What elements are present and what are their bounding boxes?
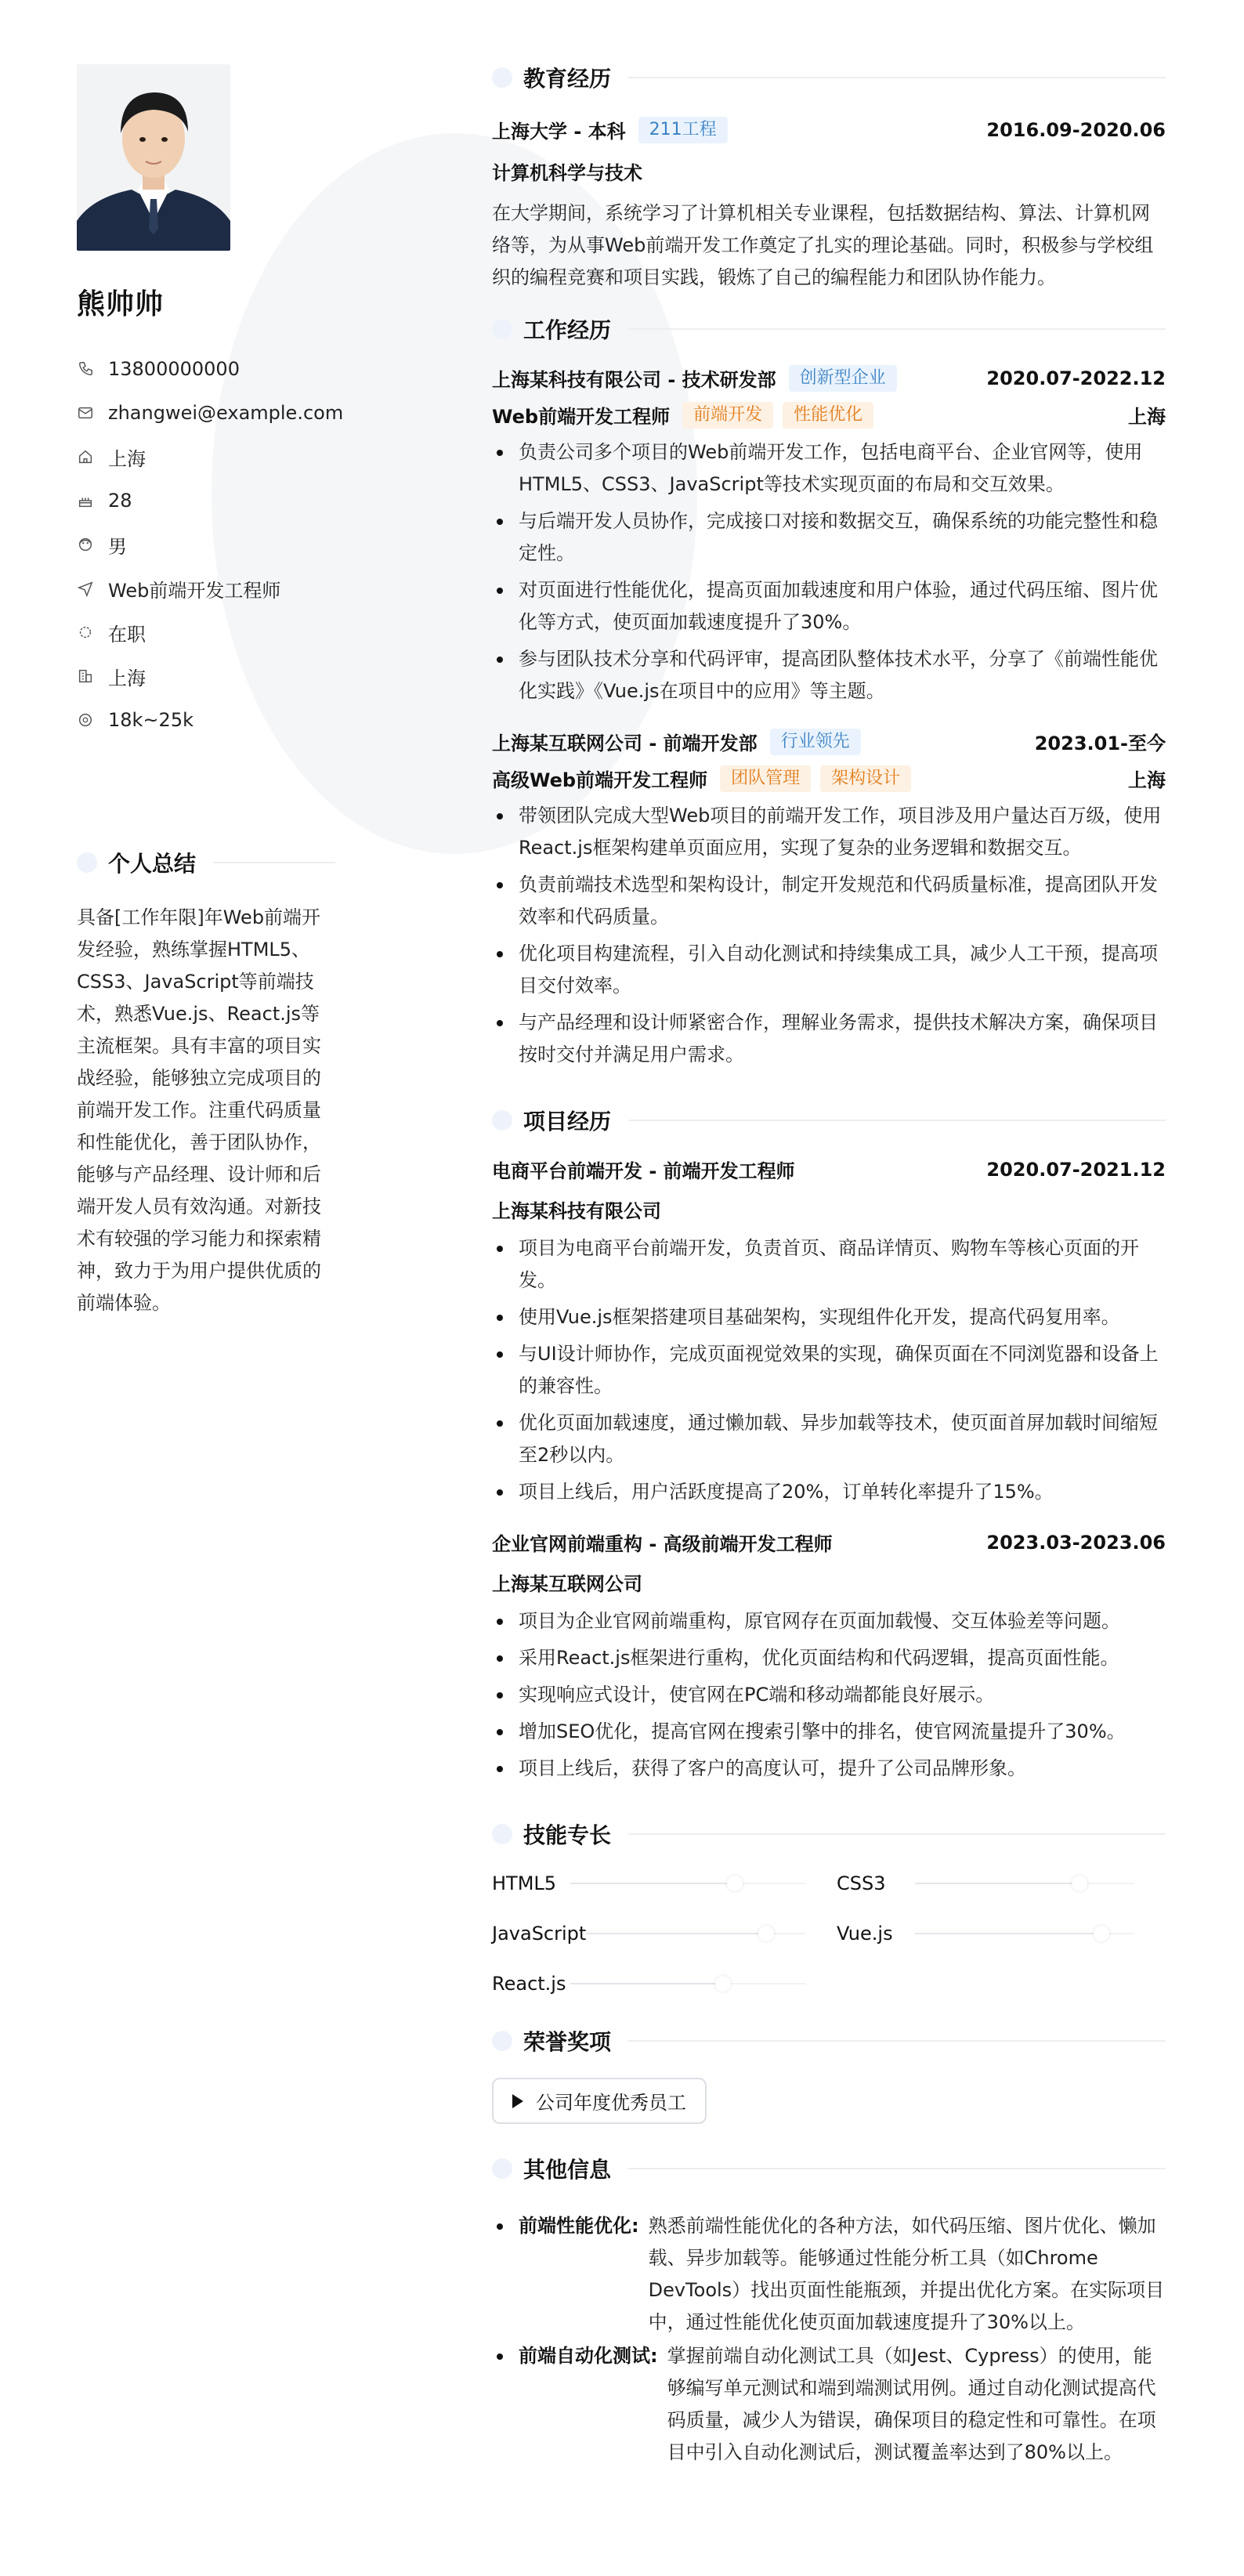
summary-text: 具备[工作年限]年Web前端开发经验，熟练掌握HTML5、CSS3、JavaScript等前端技术，熟悉Vue.js、React.js等主流框架。具有丰富的项目实战经验，能够独立完成项目的前端开发工作。注重代码质量和性能优化，善于团队协作，能够与产品经理、设计师和后端开发人员有效沟通。对新技术有较强的学习能力和探索精神，致力于为用户提供优质的前端体验。: [77, 906, 321, 1314]
project-date: 2023.03-2023.06: [986, 1531, 1166, 1554]
list-item: [492, 2340, 1166, 2469]
section-dot-icon: [492, 1110, 512, 1131]
list-item: 项目为企业官网前端重构，原官网存在页面加载慢、交互体验差等问题。: [492, 1605, 1166, 1637]
skill-bar: [570, 1883, 805, 1884]
skill-item: [492, 1866, 837, 1901]
divider: [213, 862, 335, 863]
job-bullets: [492, 800, 1166, 1071]
divider: [628, 1833, 1166, 1835]
school-tag: 211工程: [638, 117, 728, 143]
divider: [628, 2168, 1166, 2169]
profile-sidebar: [77, 64, 344, 1319]
list-item: 项目为电商平台前端开发，负责首页、商品详情页、购物车等核心页面的开发。: [492, 1232, 1166, 1297]
skill-bar: [570, 1983, 805, 1984]
list-item: 负责公司多个项目的Web前端开发工作，包括电商平台、企业官网等，使用HTML5、CSS3、JavaScript等技术实现页面的布局和交互效果。: [492, 436, 1166, 501]
skill-name: CSS3: [837, 1872, 886, 1894]
job-role: 高级Web前端开发工程师: [492, 769, 708, 791]
info-gender: [77, 523, 335, 566]
info-city: [77, 654, 335, 698]
info-text: zhangwei@example.com: [108, 402, 344, 424]
job-header: [492, 728, 1166, 755]
list-item: 实现响应式设计，使官网在PC端和移动端都能良好展示。: [492, 1679, 1166, 1711]
section-dot-icon: [492, 2031, 512, 2051]
list-item: 与产品经理和设计师紧密合作，理解业务需求，提供技术解决方案，确保项目按时交付并满足用户需求。: [492, 1007, 1166, 1071]
job-entry: [492, 364, 1166, 707]
divider: [628, 2040, 1166, 2042]
salary-icon: [77, 711, 94, 729]
other-text: 熟悉前端性能优化的各种方法，如代码压缩、图片优化、懒加载、异步加载等。能够通过性能分析工具（如Chrome DevTools）找出页面性能瓶颈，并提出优化方案。在实际项目中，通过性能优化使页面加载速度提升了30%以上。: [648, 2215, 1165, 2333]
info-email: [77, 391, 344, 435]
section-header-awards: [492, 2023, 1166, 2059]
other-key: 前端自动化测试:: [519, 2345, 658, 2367]
avatar: [77, 64, 230, 251]
list-item: 优化项目构建流程，引入自动化测试和持续集成工具，减少人工干预，提高项目交付效率。: [492, 938, 1166, 1002]
main-content: [492, 60, 1166, 2469]
skill-bar: [915, 1883, 1134, 1884]
skill-name: JavaScript: [492, 1923, 587, 1945]
list-item: 与后端开发人员协作，完成接口对接和数据交互，确保系统的功能完整性和稳定性。: [492, 505, 1166, 570]
building-icon: [77, 668, 94, 685]
section-title: 工作经历: [523, 317, 612, 343]
education-row: [492, 116, 1166, 143]
section-dot-icon: [492, 67, 512, 88]
info-text: 上海: [108, 447, 146, 470]
school-name: 上海大学 - 本科: [492, 121, 626, 143]
info-salary: [77, 698, 335, 742]
list-item: 带领团队完成大型Web项目的前端开发工作，项目涉及用户量达百万级，使用React.js框架构建单页面应用，实现了复杂的业务逻辑和数据交互。: [492, 800, 1166, 864]
other-text: 掌握前端自动化测试工具（如Jest、Cypress）的使用，能够编写单元测试和端到端测试用例。通过自动化测试提高代码质量，减少人为错误，确保项目的稳定性和可靠性。在项目中引入自动化测试后，测试覆盖率达到了80%以上。: [667, 2345, 1156, 2463]
send-icon: [77, 580, 94, 597]
info-age: [77, 479, 335, 523]
skill-knob: [1072, 1876, 1087, 1891]
skill-name: React.js: [492, 1973, 566, 1995]
info-position: [77, 566, 335, 610]
section-header-skills: [492, 1816, 1166, 1852]
awards-list: [492, 2078, 1166, 2124]
section-title: 荣誉奖项: [523, 2029, 612, 2055]
section-dot-icon: [77, 852, 97, 873]
project-entry: [492, 1156, 1166, 1508]
list-item: 项目上线后，用户活跃度提高了20%，订单转化率提升了15%。: [492, 1476, 1166, 1508]
phone-icon: [77, 360, 94, 378]
list-item: 采用React.js框架进行重构，优化页面结构和代码逻辑，提高页面性能。: [492, 1642, 1166, 1674]
list-item: 与UI设计师协作，完成页面视觉效果的实现，确保页面在不同浏览器和设备上的兼容性。: [492, 1338, 1166, 1402]
section-dot-icon: [492, 2158, 512, 2179]
skill-item: [492, 1966, 837, 2001]
home-icon: [77, 448, 94, 465]
project-header: [492, 1156, 1166, 1183]
play-icon: [512, 2094, 523, 2108]
project-company: 上海某互联网公司: [492, 1573, 642, 1595]
divider: [628, 328, 1166, 330]
section-dot-icon: [492, 319, 512, 339]
info-text: Web前端开发工程师: [108, 579, 281, 602]
info-status: [77, 610, 335, 654]
section-header-work: [492, 311, 1166, 347]
project-header: [492, 1529, 1166, 1556]
list-item: 项目上线后，获得了客户的高度认可，提升了公司品牌形象。: [492, 1753, 1166, 1785]
summary-header: [77, 847, 335, 878]
job-city: 上海: [1128, 406, 1166, 428]
role-tag: 团队管理: [720, 765, 811, 792]
role-tag: 性能优化: [783, 402, 873, 429]
skill-name: HTML5: [492, 1872, 557, 1894]
job-date: 2020.07-2022.12: [986, 367, 1166, 389]
skill-name: Vue.js: [837, 1923, 893, 1945]
other-list: [492, 2210, 1166, 2469]
project-date: 2020.07-2021.12: [986, 1158, 1166, 1181]
cake-icon: [77, 492, 94, 509]
info-text: 男: [108, 535, 127, 558]
job-entry: [492, 728, 1166, 1071]
candidate-name: 熊帅帅: [77, 288, 165, 320]
summary-title: 个人总结: [108, 851, 197, 877]
section-header-other: [492, 2151, 1166, 2187]
project-company: 上海某科技有限公司: [492, 1200, 661, 1222]
list-item: 增加SEO优化，提高官网在搜索引擎中的排名，使官网流量提升了30%。: [492, 1716, 1166, 1748]
project-entry: [492, 1529, 1166, 1785]
info-text: 上海: [108, 667, 146, 689]
divider: [628, 1120, 1166, 1121]
info-text: 28: [108, 490, 132, 512]
education-date: 2016.09-2020.06: [986, 118, 1166, 141]
job-company: 上海某科技有限公司 - 技术研发部: [492, 369, 776, 391]
skill-knob: [758, 1926, 774, 1941]
skill-knob: [727, 1876, 743, 1891]
project-bullets: [492, 1605, 1166, 1785]
section-title: 教育经历: [523, 66, 612, 92]
job-role: Web前端开发工程师: [492, 406, 671, 428]
info-text: 18k~25k: [108, 709, 193, 731]
section-title: 项目经历: [523, 1109, 612, 1134]
role-tag: 架构设计: [820, 765, 911, 792]
other-key: 前端性能优化:: [519, 2215, 639, 2237]
award-chip: [492, 2078, 707, 2124]
skill-knob: [715, 1976, 731, 1992]
info-text: 在职: [108, 623, 146, 646]
mail-icon: [77, 404, 94, 421]
skill-knob: [1094, 1926, 1109, 1941]
section-dot-icon: [492, 1824, 512, 1844]
list-item: 参与团队技术分享和代码评审，提高团队整体技术水平，分享了《前端性能优化实践》《Vue.js在项目中的应用》等主题。: [492, 643, 1166, 707]
divider: [628, 77, 1166, 78]
job-company: 上海某互联网公司 - 前端开发部: [492, 733, 758, 754]
skill-bar: [586, 1933, 805, 1934]
status-icon: [77, 624, 94, 641]
list-item: 使用Vue.js框架搭建项目基础架构，实现组件化开发，提高代码复用率。: [492, 1301, 1166, 1333]
skills-grid: [492, 1866, 1166, 2001]
job-bullets: [492, 436, 1166, 707]
job-date: 2023.01-至今: [1034, 733, 1166, 754]
section-title: 其他信息: [523, 2157, 612, 2183]
project-name: 企业官网前端重构 - 高级前端开发工程师: [492, 1533, 833, 1555]
skill-item: [837, 1866, 1166, 1901]
project-bullets: [492, 1232, 1166, 1508]
list-item: 对页面进行性能优化，提高页面加载速度和用户体验，通过代码压缩、图片优化等方式，使页面加载速度提升了30%。: [492, 574, 1166, 639]
list-item: 负责前端技术选型和架构设计，制定开发规范和代码质量标准，提高团队开发效率和代码质量。: [492, 869, 1166, 933]
award-label: 公司年度优秀员工: [536, 2092, 686, 2114]
job-role-row: [492, 401, 1166, 429]
job-header: [492, 364, 1166, 392]
skill-bar: [915, 1933, 1134, 1934]
job-role-row: [492, 765, 1166, 792]
skill-item: [492, 1916, 837, 1951]
info-phone: [77, 347, 335, 391]
role-tag: 前端开发: [682, 402, 773, 429]
section-header-education: [492, 60, 1166, 96]
job-city: 上海: [1128, 769, 1166, 791]
section-header-projects: [492, 1102, 1166, 1138]
skill-item: [837, 1916, 1166, 1951]
list-item: 优化页面加载速度，通过懒加载、异步加载等技术，使页面首屏加载时间缩短至2秒以内。: [492, 1407, 1166, 1471]
company-tag: 行业领先: [770, 729, 861, 755]
info-text: 13800000000: [108, 358, 240, 380]
major: 计算机科学与技术: [492, 162, 642, 184]
company-tag: 创新型企业: [789, 365, 897, 392]
section-title: 技能专长: [523, 1822, 612, 1848]
info-location: [77, 435, 335, 479]
education-desc: 在大学期间，系统学习了计算机相关专业课程，包括数据结构、算法、计算机网络等，为从事Web前端开发工作奠定了扎实的理论基础。同时，积极参与学校组织的编程竞赛和项目实践，锻炼了自己的编程能力和团队协作能力。: [492, 202, 1154, 288]
project-name: 电商平台前端开发 - 前端开发工程师: [492, 1160, 795, 1182]
gender-icon: [77, 536, 94, 553]
list-item: [492, 2210, 1166, 2339]
